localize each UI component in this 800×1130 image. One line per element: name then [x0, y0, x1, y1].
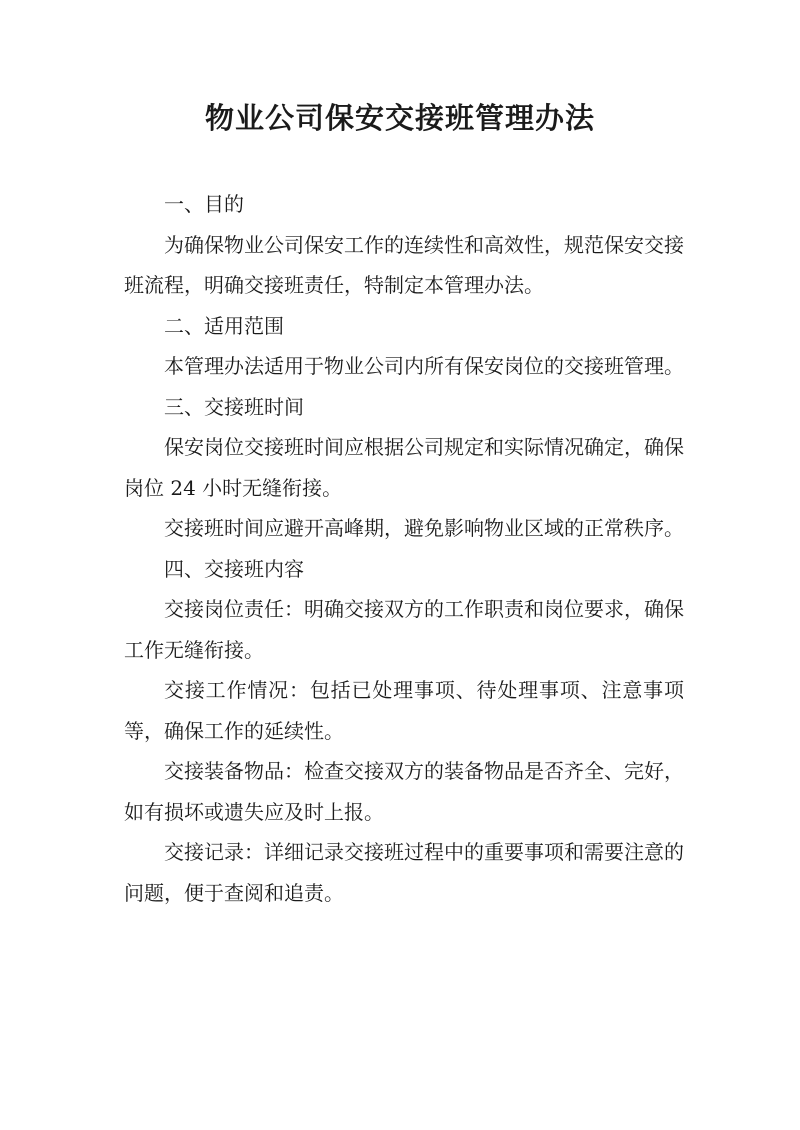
paragraph: 交接班时间应避开高峰期，避免影响物业区域的正常秩序。 [164, 516, 684, 540]
document-title: 物业公司保安交接班管理办法 [204, 101, 595, 135]
paragraph: 本管理办法适用于物业公司内所有保安岗位的交接班管理。 [164, 354, 684, 378]
section-heading-handover-content: 四、交接班内容 [164, 556, 304, 581]
section-heading-handover-time: 三、交接班时间 [164, 394, 304, 419]
document-body [124, 184, 684, 913]
paragraph: 为确保物业公司保安工作的连续性和高效性，规范保安交接班流程，明确交接班责任，特制定本管理办法。 [124, 232, 684, 297]
paragraph: 交接工作情况：包括已处理事项、待处理事项、注意事项等，确保工作的延续性。 [124, 678, 684, 743]
section-heading-scope: 二、适用范围 [164, 313, 284, 338]
paragraph: 交接装备物品：检查交接双方的装备物品是否齐全、完好，如有损坏或遗失应及时上报。 [124, 759, 684, 824]
paragraph: 交接记录：详细记录交接班过程中的重要事项和需要注意的问题，便于查阅和追责。 [124, 840, 684, 905]
section-heading-purpose: 一、目的 [164, 192, 244, 216]
paragraph: 交接岗位责任：明确交接双方的工作职责和岗位要求，确保工作无缝衔接。 [124, 597, 684, 662]
paragraph: 保安岗位交接班时间应根据公司规定和实际情况确定，确保岗位 24 小时无缝衔接。 [124, 435, 684, 500]
